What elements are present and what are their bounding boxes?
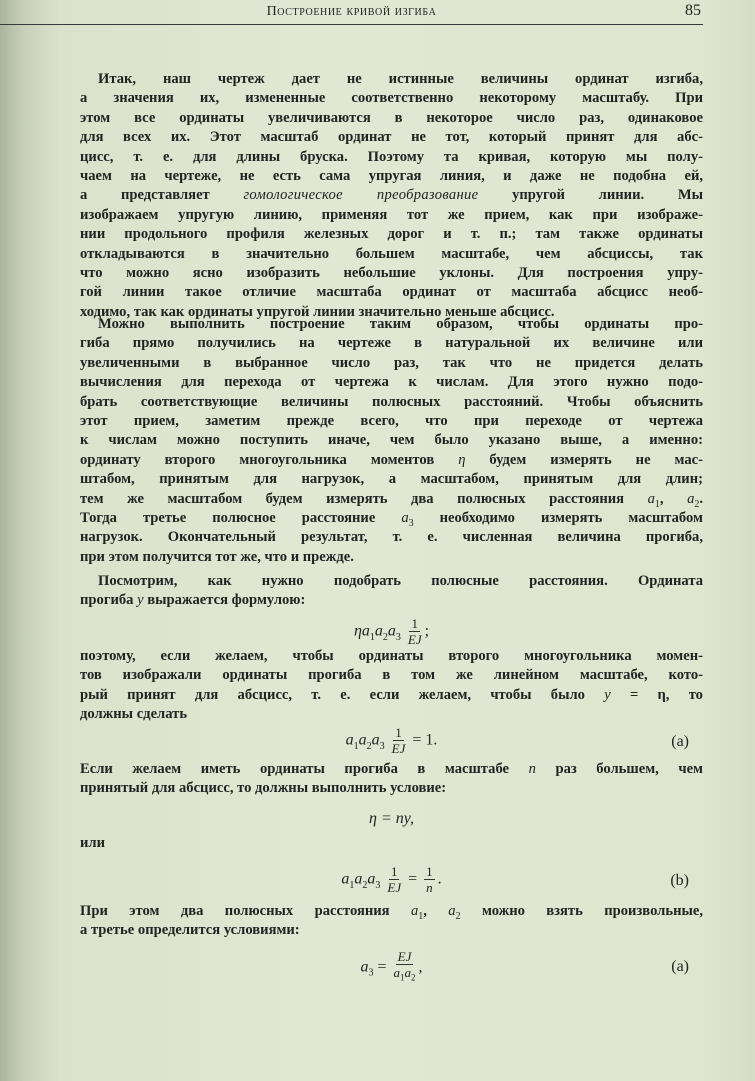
page-header xyxy=(0,2,703,25)
math-symbol: $a_2$ xyxy=(687,490,700,510)
text-run: Тогда третье полюсное расстояние xyxy=(80,509,402,526)
text-run: рый принят для абсцисс, т. е. если желаем, чтобы было xyxy=(80,686,605,703)
text-line xyxy=(80,70,703,89)
text-run: нии продольного профиля железных дорог и т. п.; там также ординаты xyxy=(80,226,703,243)
text-line xyxy=(80,686,703,705)
text-run: тов изображали ординаты прогиба в том же линейном масштабе, кото- xyxy=(80,667,703,684)
text-run: Если желаем иметь ординаты прогиба в масштабе xyxy=(80,761,529,777)
paragraph xyxy=(80,647,703,725)
text-line xyxy=(80,647,703,666)
text-run: должны сделать xyxy=(80,706,188,723)
text-run: что можно ясно изобразить небольшие уклоны. Для построения упру- xyxy=(80,264,703,281)
text-run: брать соответствующие величины полюсных расстояний. Чтобы объяснить xyxy=(80,393,703,410)
text-line xyxy=(80,334,703,353)
equation-number: (a) xyxy=(671,958,689,975)
text-line xyxy=(80,490,703,509)
text-run: упругой линии. Мы xyxy=(478,187,704,204)
text-line xyxy=(80,431,703,450)
text-run: тем же масштабом будем измерять два полюсных расстояния xyxy=(80,490,648,507)
text-line xyxy=(80,548,703,567)
text-run: гиба прямо получились на чертеже в натуральной их величине или xyxy=(80,335,703,352)
formula-a3: $a_3$ = $\frac{EJ}{a_1a_2}$ , (a) xyxy=(80,950,703,984)
text-line xyxy=(80,902,703,921)
text-run: изображаем упругую линию, применяя тот же прием, как при изображе- xyxy=(80,206,703,223)
text-line xyxy=(80,591,703,610)
math-symbol: n xyxy=(528,761,536,777)
text-line xyxy=(80,412,703,431)
fraction: $\frac{1}{n}$ xyxy=(426,864,433,895)
text-run: к числам можно поступить иначе, чем было указано выше, а именно: xyxy=(80,432,703,449)
paragraph xyxy=(80,760,703,799)
text-run: при этом получится тот же, что и прежде. xyxy=(80,548,354,565)
math-symbol: η xyxy=(458,451,466,468)
text-run: необходимо измерять масштабом xyxy=(413,509,703,526)
paragraph xyxy=(80,902,703,941)
text-line xyxy=(80,128,703,147)
text-line xyxy=(80,148,703,167)
text-run: будем измерять не мас- xyxy=(465,451,703,468)
page-number: 85 xyxy=(685,2,701,19)
text-line xyxy=(80,509,703,528)
text-run: гой линии такое отличие масштаба ординат от масштаба абсцисс необ- xyxy=(80,284,703,301)
text-line xyxy=(80,245,703,264)
emphasized-term: гомологическое преобразование xyxy=(243,187,479,204)
text-line xyxy=(80,451,703,470)
text-run: . xyxy=(699,490,704,507)
text-line xyxy=(80,225,703,244)
text-run: а представляет xyxy=(80,187,244,204)
text-line xyxy=(80,315,703,334)
text-run: увеличенными в выбранное число раз, так что не придется делать xyxy=(80,354,703,371)
text-run: При этом два полюсных расстояния xyxy=(80,903,411,919)
text-run: для всех их. Этот масштаб ординат не тот, который принят для абс- xyxy=(80,129,703,146)
text-run: ходимо, так как ординаты упругой линии значительно меньше абсцисс. xyxy=(80,303,555,320)
text-run: , xyxy=(659,490,688,507)
paragraph xyxy=(80,70,703,322)
paragraph xyxy=(80,572,703,611)
text-line xyxy=(80,834,703,853)
formula-a: $a_1a_2a_3$ $\frac{1}{EJ}$ = 1. (a) xyxy=(345,725,689,756)
text-run: ординату второго многоугольника моментов xyxy=(80,451,459,468)
text-line xyxy=(80,283,703,302)
text-line xyxy=(80,109,703,128)
text-run: чаем на чертеже, не есть сама упругая линия, и даже не подобна ей, xyxy=(80,167,703,184)
math-symbol: y xyxy=(137,592,144,609)
text-run: этот прием, заметим прежде всего, что при переходе от чертежа xyxy=(80,412,703,429)
fraction: $\frac{EJ}{a_1a_2}$ xyxy=(393,949,416,983)
math-symbol: y xyxy=(604,686,611,703)
text-run: нагрузок. Окончательный результат, т. е. численная величина прогиба, xyxy=(80,529,703,546)
formula-eta-ny: η = ny, xyxy=(369,810,414,827)
text-line xyxy=(80,666,703,685)
text-run: Можно выполнить построение таким образом, чтобы ординаты про- xyxy=(98,316,703,332)
math-symbol: $a_2$ xyxy=(448,903,461,922)
text-line xyxy=(80,373,703,392)
text-line xyxy=(80,354,703,373)
text-line xyxy=(80,528,703,547)
equation-number: (b) xyxy=(670,872,689,889)
text-run: Итак, наш чертеж дает не истинные величины ординат изгиба, xyxy=(98,71,703,87)
text-line xyxy=(80,393,703,412)
text-run: прогиба xyxy=(80,592,138,609)
text-run: Посмотрим, как нужно подобрать полюсные расстояния. Ордината xyxy=(98,573,703,589)
text-run: можно взять произвольные, xyxy=(460,903,704,919)
text-line xyxy=(80,760,703,779)
text-run: или xyxy=(80,835,106,851)
text-run: штабом, принятым для нагрузок, а масштабом, принятым для длин; xyxy=(80,471,703,488)
text-line xyxy=(80,206,703,225)
text-line xyxy=(80,89,703,108)
text-line xyxy=(80,572,703,591)
math-symbol: $a_3$ xyxy=(401,509,414,529)
fraction: $\frac{1}{EJ}$ xyxy=(391,725,406,756)
text-line xyxy=(80,921,703,940)
text-line xyxy=(80,779,703,798)
text-run: вычисления для перехода от чертежа к числам. Для этого нужно подо- xyxy=(80,374,703,391)
text-line xyxy=(80,470,703,489)
text-run: откладываются в значительно большем масштабе, чем абсциссы, так xyxy=(80,245,703,262)
paragraph xyxy=(80,834,703,853)
text-run: , xyxy=(423,903,449,919)
text-run: выражается формулою: xyxy=(143,592,306,609)
text-run: цисс, т. е. для длины бруска. Поэтому та кривая, которую мы полу- xyxy=(80,148,703,165)
text-run: а значения их, измененные соответственно некоторому масштабу. При xyxy=(80,90,703,107)
text-run: = η, то xyxy=(610,686,703,703)
text-run: раз большем, чем xyxy=(535,761,703,777)
text-line xyxy=(80,705,703,724)
math-symbol: $a_1$ xyxy=(410,903,424,922)
equation-number: (a) xyxy=(671,733,689,750)
text-run: поэтому, если желаем, чтобы ординаты второго многоугольника момен- xyxy=(80,648,703,664)
text-line xyxy=(80,186,703,205)
math-symbol: $a_1$ xyxy=(647,490,660,510)
formula-deflection: $\eta a_1a_2a_3$ $\frac{1}{EJ}$ ; xyxy=(353,616,430,647)
text-run: принятый для абсцисс, то должны выполнить условие: xyxy=(80,780,447,797)
paragraph xyxy=(80,315,703,567)
text-run: этом все ординаты увеличиваются в некоторое число раз, одинаковое xyxy=(80,109,703,126)
fraction: $\frac{1}{EJ}$ xyxy=(407,616,422,647)
formula-b: $a_1a_2a_3$ $\frac{1}{EJ}$ = $\frac{1}{n}$ . (b) xyxy=(341,864,689,895)
text-line xyxy=(80,264,703,283)
running-title: Построение кривой изгиба xyxy=(266,4,437,19)
fraction: $\frac{1}{EJ}$ xyxy=(387,864,402,895)
text-run: а третье определится условиями: xyxy=(80,922,300,939)
text-line xyxy=(80,167,703,186)
